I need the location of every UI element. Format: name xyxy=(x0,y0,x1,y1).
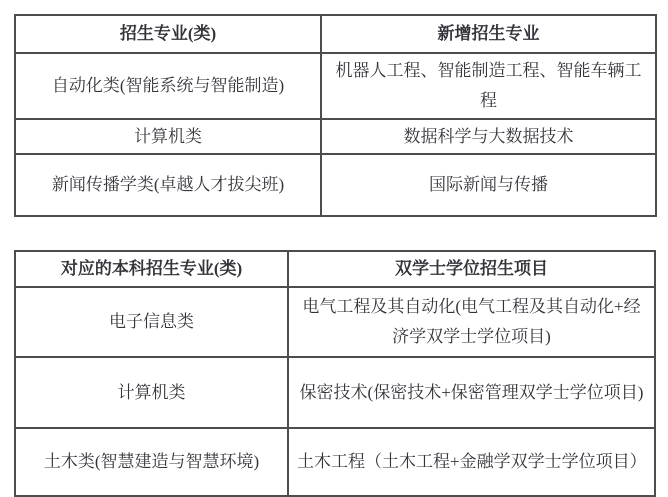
cell-new-majors: 机器人工程、智能制造工程、智能车辆工程 xyxy=(321,53,656,119)
header-cell-dual-degree-program: 双学士学位招生项目 xyxy=(288,251,655,287)
new-enrollment-majors-table xyxy=(14,14,657,217)
table-gap xyxy=(14,217,655,250)
cell-major-class: 计算机类 xyxy=(15,357,288,428)
header-cell-new-major: 新增招生专业 xyxy=(321,15,656,53)
cell-dual-degree: 保密技术(保密技术+保密管理双学士学位项目) xyxy=(288,357,655,428)
cell-major-class: 新闻传播学类(卓越人才拔尖班) xyxy=(15,154,321,216)
dual-degree-programs-table xyxy=(14,250,656,497)
table-row xyxy=(15,428,655,496)
table-row xyxy=(15,154,656,216)
table-header-row xyxy=(15,251,655,287)
cell-major-class: 电子信息类 xyxy=(15,287,288,357)
cell-dual-degree: 土木工程（土木工程+金融学双学士学位项目） xyxy=(288,428,655,496)
cell-major-class: 土木类(智慧建造与智慧环境) xyxy=(15,428,288,496)
cell-new-majors: 数据科学与大数据技术 xyxy=(321,119,656,155)
cell-major-class: 自动化类(智能系统与智能制造) xyxy=(15,53,321,119)
header-cell-enrollment-major: 招生专业(类) xyxy=(15,15,321,53)
table-row xyxy=(15,357,655,428)
table-row xyxy=(15,287,655,357)
cell-new-majors: 国际新闻与传播 xyxy=(321,154,656,216)
header-cell-undergrad-major: 对应的本科招生专业(类) xyxy=(15,251,288,287)
table-row xyxy=(15,53,656,119)
table-row xyxy=(15,119,656,155)
table-header-row xyxy=(15,15,656,53)
cell-dual-degree: 电气工程及其自动化(电气工程及其自动化+经济学双学士学位项目) xyxy=(288,287,655,357)
cell-major-class: 计算机类 xyxy=(15,119,321,155)
